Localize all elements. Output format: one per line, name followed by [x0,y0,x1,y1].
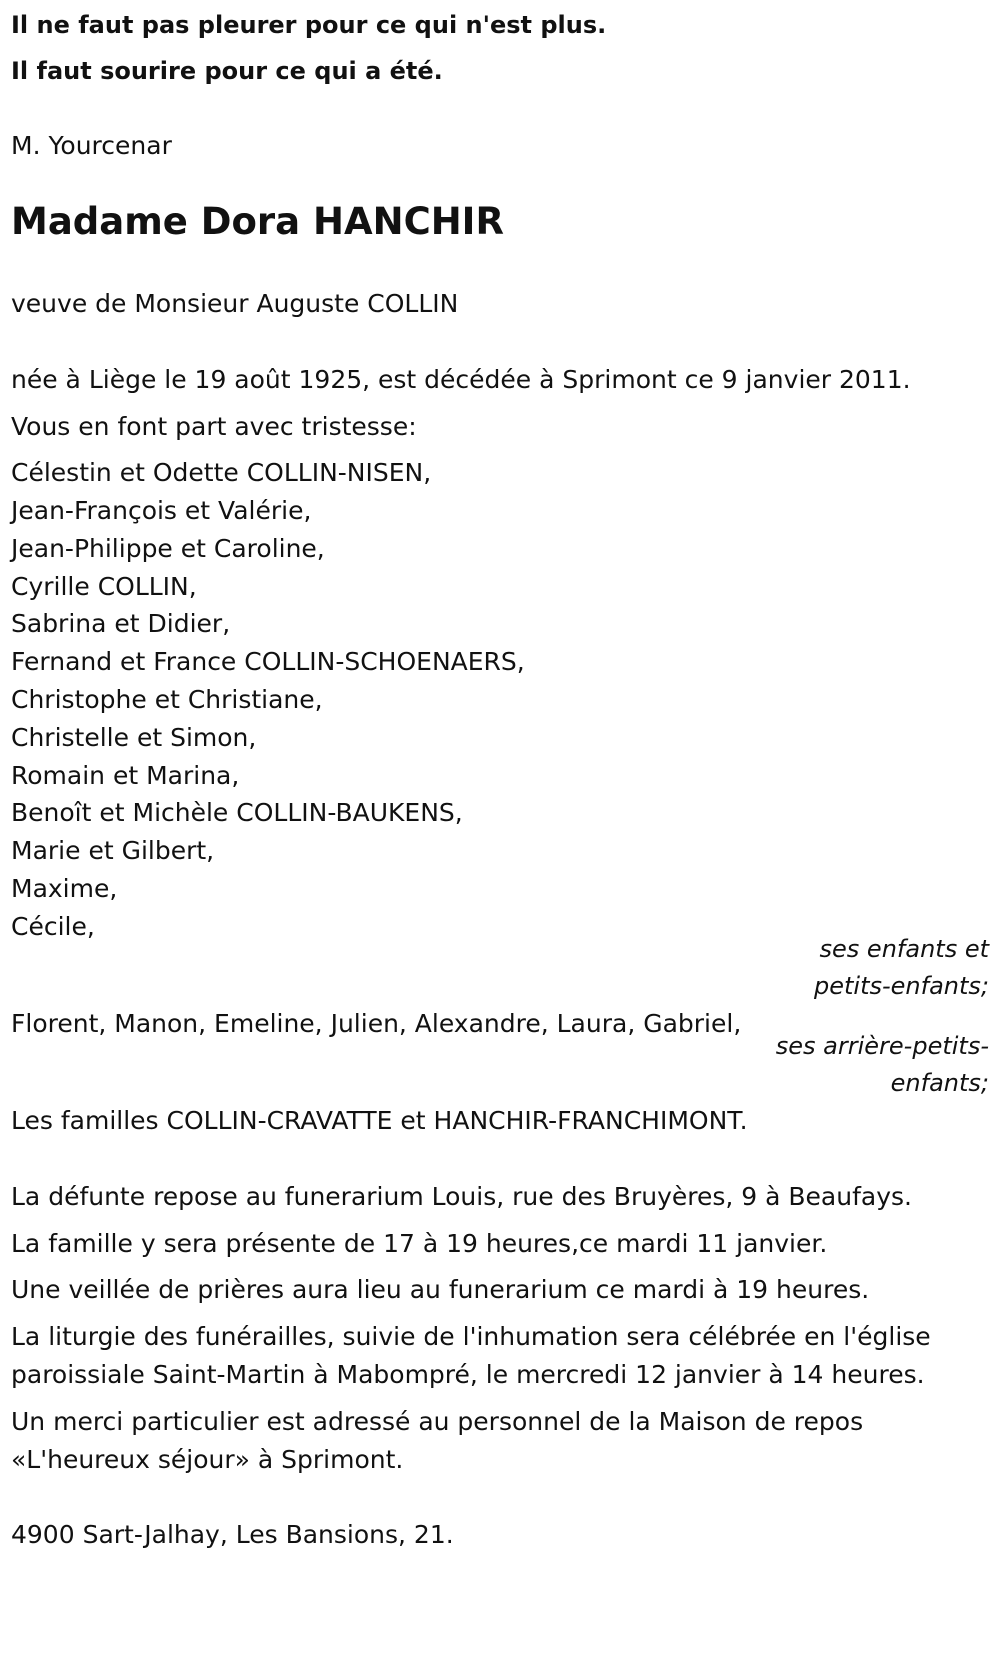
quote-line-1: Il ne faut pas pleurer pour ce qui n'est plus. [11,11,607,39]
family-member: Benoît et Michèle COLLIN-BAUKENS, [11,798,463,827]
birth-death-line: née à Liège le 19 août 1925, est décédée à Sprimont ce 9 janvier 2011. [11,365,911,394]
family-member: Cécile, [11,912,95,941]
children-label-line-2: petits-enfants; [814,972,989,1000]
great-grandchildren-line: Florent, Manon, Emeline, Julien, Alexandre, Laura, Gabriel, [11,1009,742,1038]
family-member: Jean-Philippe et Caroline, [11,534,325,563]
quote-line-2: Il faut sourire pour ce qui a été. [11,57,443,85]
family-member: Marie et Gilbert, [11,836,215,865]
deceased-name: Madame Dora HANCHIR [11,200,504,243]
family-member: Cyrille COLLIN, [11,572,197,601]
family-member: Sabrina et Didier, [11,609,231,638]
family-member: Fernand et France COLLIN-SCHOENAERS, [11,647,525,676]
quote-author: M. Yourcenar [11,131,172,160]
announcement-line: Vous en font part avec tristesse: [11,412,417,441]
spouse-line: veuve de Monsieur Auguste COLLIN [11,289,459,318]
liturgie-line-2: paroissiale Saint-Martin à Mabompré, le mercredi 12 janvier à 14 heures. [11,1360,925,1389]
great-grandchildren-label-line-2: enfants; [890,1069,989,1097]
veillee-line: Une veillée de prières aura lieu au funerarium ce mardi à 19 heures. [11,1275,870,1304]
family-member: Christophe et Christiane, [11,685,323,714]
address-line: 4900 Sart-Jalhay, Les Bansions, 21. [11,1520,454,1549]
families-line: Les familles COLLIN-CRAVATTE et HANCHIR-FRANCHIMONT. [11,1106,748,1135]
family-member: Jean-François et Valérie, [11,496,312,525]
great-grandchildren-label-line-1: ses arrière-petits- [775,1032,989,1060]
repose-line: La défunte repose au funerarium Louis, rue des Bruyères, 9 à Beaufays. [11,1182,912,1211]
merci-line-2: «L'heureux séjour» à Sprimont. [11,1445,404,1474]
family-member: Maxime, [11,874,118,903]
presence-line: La famille y sera présente de 17 à 19 heures,ce mardi 11 janvier. [11,1229,828,1258]
family-member: Romain et Marina, [11,761,240,790]
children-label-line-1: ses enfants et [819,935,989,963]
liturgie-line-1: La liturgie des funérailles, suivie de l'inhumation sera célébrée en l'église [11,1322,931,1351]
family-member: Célestin et Odette COLLIN-NISEN, [11,458,432,487]
family-member: Christelle et Simon, [11,723,257,752]
merci-line-1: Un merci particulier est adressé au personnel de la Maison de repos [11,1407,864,1436]
